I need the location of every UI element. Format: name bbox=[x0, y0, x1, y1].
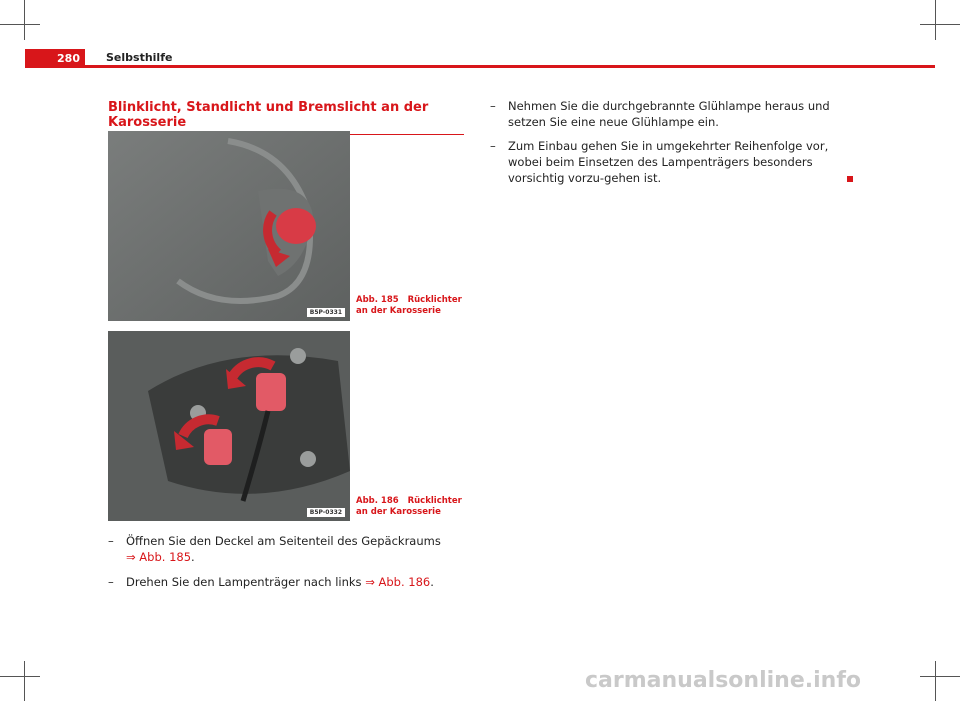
figure-label: Abb. 186 bbox=[356, 496, 399, 506]
step-text: Zum Einbau gehen Sie in umgekehrter Reihenfolge vor, wobei beim Einsetzen des Lampenträgers besonders vorsichtig vorzu-gehen ist. bbox=[508, 139, 829, 185]
figure-186-caption bbox=[356, 496, 466, 518]
trunk-panel-illustration bbox=[108, 131, 350, 321]
header-rule bbox=[25, 65, 935, 68]
crop-mark bbox=[0, 676, 40, 677]
lamp-holder-illustration bbox=[108, 331, 350, 521]
list-dash: – bbox=[108, 575, 114, 589]
step-text: Nehmen Sie die durchgebrannte Glühlampe heraus und setzen Sie eine neue Glühlampe ein. bbox=[508, 99, 830, 129]
figure-link[interactable]: ⇒ Abb. 185 bbox=[126, 550, 192, 564]
list-dash: – bbox=[490, 139, 496, 153]
step-replace-bulb bbox=[490, 98, 850, 130]
crop-mark bbox=[935, 0, 936, 40]
figure-link[interactable]: ⇒ Abb. 186 bbox=[365, 575, 431, 589]
chapter-title: Selbsthilfe bbox=[106, 51, 173, 64]
section-title: Blinklicht, Standlicht und Bremslicht an der Karosserie bbox=[108, 100, 464, 135]
list-dash: – bbox=[490, 99, 496, 113]
crop-mark bbox=[920, 24, 960, 25]
watermark: carmanualsonline.info bbox=[585, 668, 861, 693]
step-rotate-holder bbox=[108, 574, 448, 590]
step-open-cover bbox=[108, 533, 448, 565]
step-text: Drehen Sie den Lampenträger nach links bbox=[126, 575, 362, 589]
crop-mark bbox=[24, 661, 25, 701]
punctuation: . bbox=[430, 575, 434, 589]
crop-mark bbox=[0, 24, 40, 25]
page-number: 280 bbox=[25, 49, 85, 68]
crop-mark bbox=[24, 0, 25, 40]
figure-code: B5P-0332 bbox=[307, 508, 345, 517]
punctuation: . bbox=[191, 550, 195, 564]
step-text: Öffnen Sie den Deckel am Seitenteil des Gepäckraums bbox=[126, 534, 441, 548]
section-end-marker bbox=[847, 176, 853, 182]
figure-caption-text: Rücklichter an der Karosserie bbox=[356, 295, 462, 316]
list-dash: – bbox=[108, 534, 114, 548]
step-reinstall bbox=[490, 138, 850, 186]
crop-mark bbox=[920, 676, 960, 677]
figure-caption-text: Rücklichter an der Karosserie bbox=[356, 496, 462, 517]
lamp-holder-lower bbox=[204, 429, 232, 465]
figure-185-caption bbox=[356, 295, 466, 317]
lamp-holder-upper bbox=[256, 373, 286, 411]
figure-code: B5P-0331 bbox=[307, 308, 345, 317]
cover-cap bbox=[276, 208, 316, 244]
figure-185-image bbox=[108, 131, 350, 321]
crop-mark bbox=[935, 661, 936, 701]
figure-label: Abb. 185 bbox=[356, 295, 399, 305]
figure-186-image bbox=[108, 331, 350, 521]
